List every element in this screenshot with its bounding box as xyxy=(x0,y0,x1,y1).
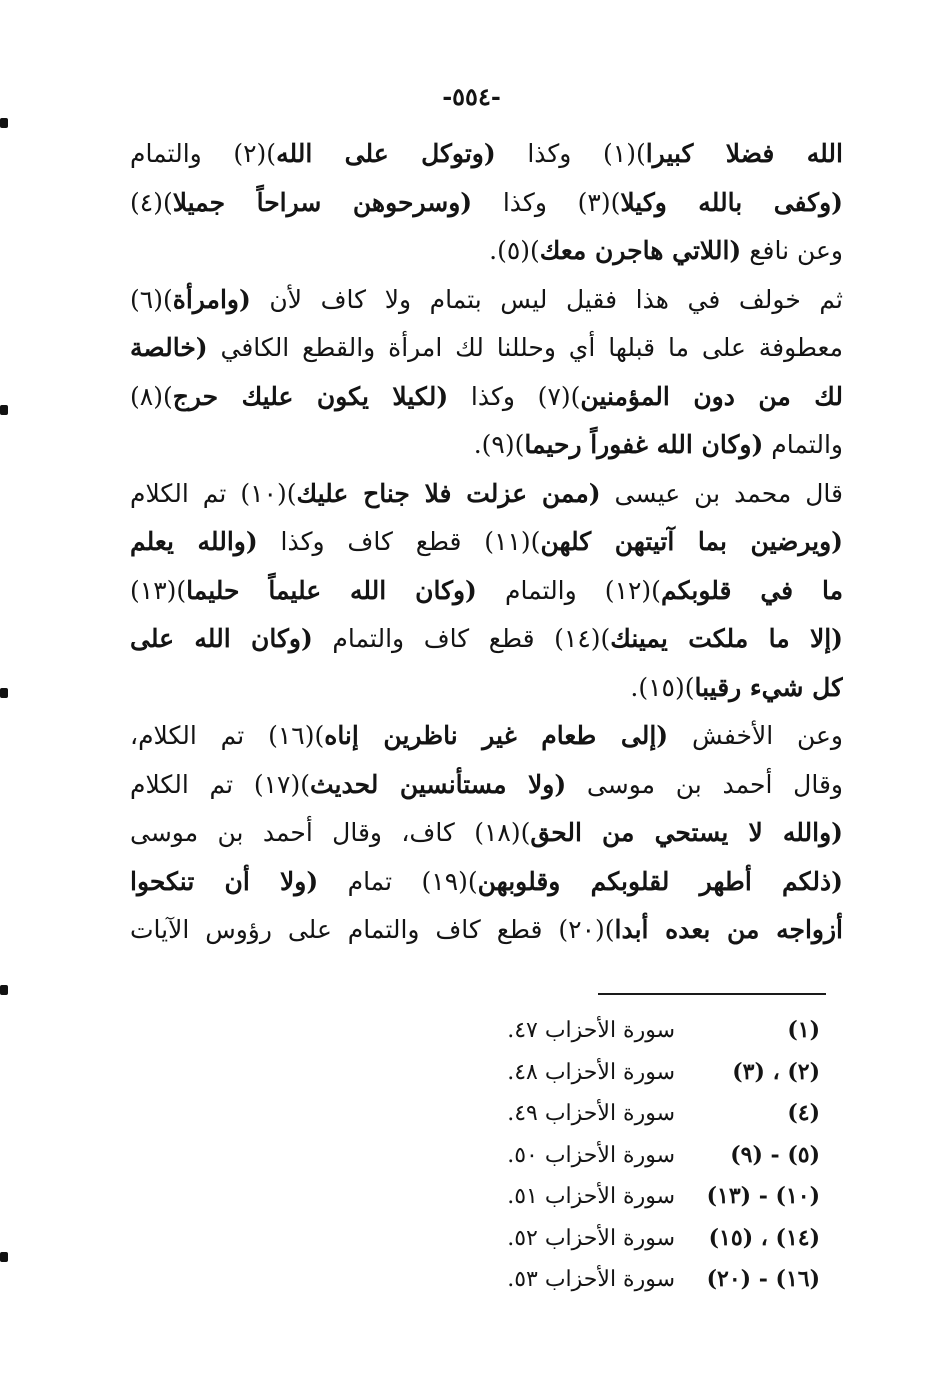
text-segment: )(١) وكذا xyxy=(495,139,646,168)
quran-quote: (وكان الله على xyxy=(130,624,313,653)
page-number: -٥٥٤- xyxy=(442,82,501,111)
footnote xyxy=(440,1052,820,1094)
text-segment: )(٩). xyxy=(473,430,525,459)
footnote-divider xyxy=(598,993,826,995)
quran-quote: (وكفى بالله وكيلا xyxy=(620,187,843,217)
text-segment: قال محمد بن عيسى xyxy=(600,478,843,508)
quran-quote: (وسرحوهن سراحاً جميلا xyxy=(172,187,473,217)
text-line xyxy=(130,324,843,373)
text-segment: )(٧) وكذا xyxy=(448,381,581,411)
text-segment: )(٢) والتمام xyxy=(130,139,277,168)
footnote-text: سورة الأحزاب ٥٢. xyxy=(507,1225,675,1251)
footnote xyxy=(440,1176,820,1218)
quran-quote: (وكان الله غفوراً رحيما xyxy=(524,430,764,459)
quran-quote: (إلى طعام غير ناظرين إناه xyxy=(324,721,669,750)
footnote-ref: (١) xyxy=(787,1017,820,1043)
text-segment: )(١٥). xyxy=(630,672,695,702)
text-segment: )(١٩) تمام xyxy=(318,866,478,896)
text-line xyxy=(130,276,843,325)
footnote xyxy=(440,1259,820,1301)
margin-mark xyxy=(0,1252,8,1262)
footnote-ref: (١٤) ، (١٥) xyxy=(708,1224,820,1251)
text-segment: ثم خولف في هذا فقيل ليس بتمام ولا كاف لأن xyxy=(250,284,843,314)
footnote-text: سورة الأحزاب ٥٠. xyxy=(507,1142,675,1168)
text-line xyxy=(130,518,843,567)
text-segment: )(٥). xyxy=(489,236,540,265)
text-segment: )(١٦) تم الكلام، xyxy=(130,721,325,750)
margin-mark xyxy=(0,688,8,698)
quran-quote: (والله يعلم xyxy=(130,527,258,556)
text-segment: والتمام xyxy=(763,430,843,459)
text-line xyxy=(130,712,843,761)
footnote-text: سورة الأحزاب ٥١. xyxy=(507,1184,675,1209)
body-text xyxy=(130,130,843,955)
footnote xyxy=(440,1135,820,1177)
text-line xyxy=(130,567,843,616)
text-segment: )(١٨) كاف، وقال أحمد بن موسى xyxy=(130,818,531,847)
text-segment: )(١٧) تم الكلام xyxy=(130,769,310,799)
footnote xyxy=(440,1093,820,1135)
text-line xyxy=(130,130,843,179)
footnote-text: سورة الأحزاب ٤٧. xyxy=(507,1018,675,1043)
quran-quote: الله فضلا كبيرا xyxy=(645,139,843,168)
text-line xyxy=(130,373,843,422)
text-segment: )(١٣) xyxy=(130,575,187,605)
quran-quote: (وتوكل على الله xyxy=(276,139,496,168)
footnote-ref: (٥) - (٩) xyxy=(730,1141,820,1168)
footnote-ref: (١٠) - (١٣) xyxy=(706,1183,820,1209)
quran-quote: (ولا مستأنسين لحديث xyxy=(309,769,567,799)
text-segment: وعن الأخفش xyxy=(668,721,843,750)
text-segment: )(١٠) تم الكلام xyxy=(130,478,297,508)
text-segment: )(٤) xyxy=(130,187,173,217)
quran-quote: (خالصة xyxy=(130,333,208,362)
footnote xyxy=(440,1010,820,1052)
quran-quote: (والله لا يستحي من الحق xyxy=(530,818,843,847)
footnote-text: سورة الأحزاب ٤٨. xyxy=(507,1059,675,1085)
text-segment: )(٣) وكذا xyxy=(472,187,621,217)
text-line xyxy=(130,470,843,519)
text-segment: )(٢٠) قطع كاف والتمام على رؤوس الآيات xyxy=(130,915,615,944)
margin-mark xyxy=(0,118,8,128)
text-segment: )(١١) قطع كاف وكذا xyxy=(257,527,541,556)
text-segment: )(٦) xyxy=(130,284,173,314)
text-segment: وعن نافع xyxy=(741,236,843,265)
text-segment: )(١٢) والتمام xyxy=(476,575,661,605)
quran-quote: (ويرضين بما آتيتهن كلهن xyxy=(540,527,843,556)
quran-quote: (وكان الله عليماً حليما xyxy=(186,575,477,605)
text-line xyxy=(130,906,843,955)
text-line xyxy=(130,421,843,470)
quran-quote: (ذلكم أطهر لقلوبكم وقلوبهن xyxy=(477,866,843,896)
footnote-text: سورة الأحزاب ٥٣. xyxy=(507,1267,675,1292)
quran-quote: (اللاتي هاجرن معك xyxy=(539,236,742,265)
margin-mark xyxy=(0,985,8,995)
quran-quote: لك من دون المؤمنين xyxy=(580,381,843,411)
quran-quote: (ممن عزلت فلا جناح عليك xyxy=(296,478,601,508)
text-line xyxy=(130,179,843,228)
text-line xyxy=(130,761,843,810)
quran-quote: ما في قلوبكم xyxy=(660,575,843,605)
text-segment: وقال أحمد بن موسى xyxy=(566,769,843,799)
text-line xyxy=(130,615,843,664)
text-segment: )(٨) xyxy=(130,381,173,411)
text-segment: معطوفة على ما قبلها أي وحللنا لك امرأة والقطع الكافي xyxy=(207,333,843,362)
text-line xyxy=(130,809,843,858)
quran-quote: (إلا ما ملكت يمينك xyxy=(610,624,843,653)
text-line xyxy=(130,664,843,713)
footnote xyxy=(440,1218,820,1260)
quran-quote: أزواجه من بعده أبدا xyxy=(614,915,843,944)
footnote-ref: (٤) xyxy=(787,1100,820,1126)
quran-quote: (ولا أن تنكحوا xyxy=(130,866,319,896)
quran-quote: (لكيلا يكون عليك حرج xyxy=(172,381,449,411)
quran-quote: (وامرأة xyxy=(172,284,251,314)
text-line xyxy=(130,227,843,276)
quran-quote: كل شيء رقيبا xyxy=(694,672,843,702)
footnote-ref: (٢) ، (٣) xyxy=(732,1058,820,1085)
footnotes xyxy=(440,1010,820,1301)
footnote-ref: (١٦) - (٢٠) xyxy=(706,1266,820,1292)
text-line xyxy=(130,858,843,907)
margin-mark xyxy=(0,405,8,415)
footnote-text: سورة الأحزاب ٤٩. xyxy=(507,1101,675,1126)
text-segment: )(١٤) قطع كاف والتمام xyxy=(312,624,611,653)
